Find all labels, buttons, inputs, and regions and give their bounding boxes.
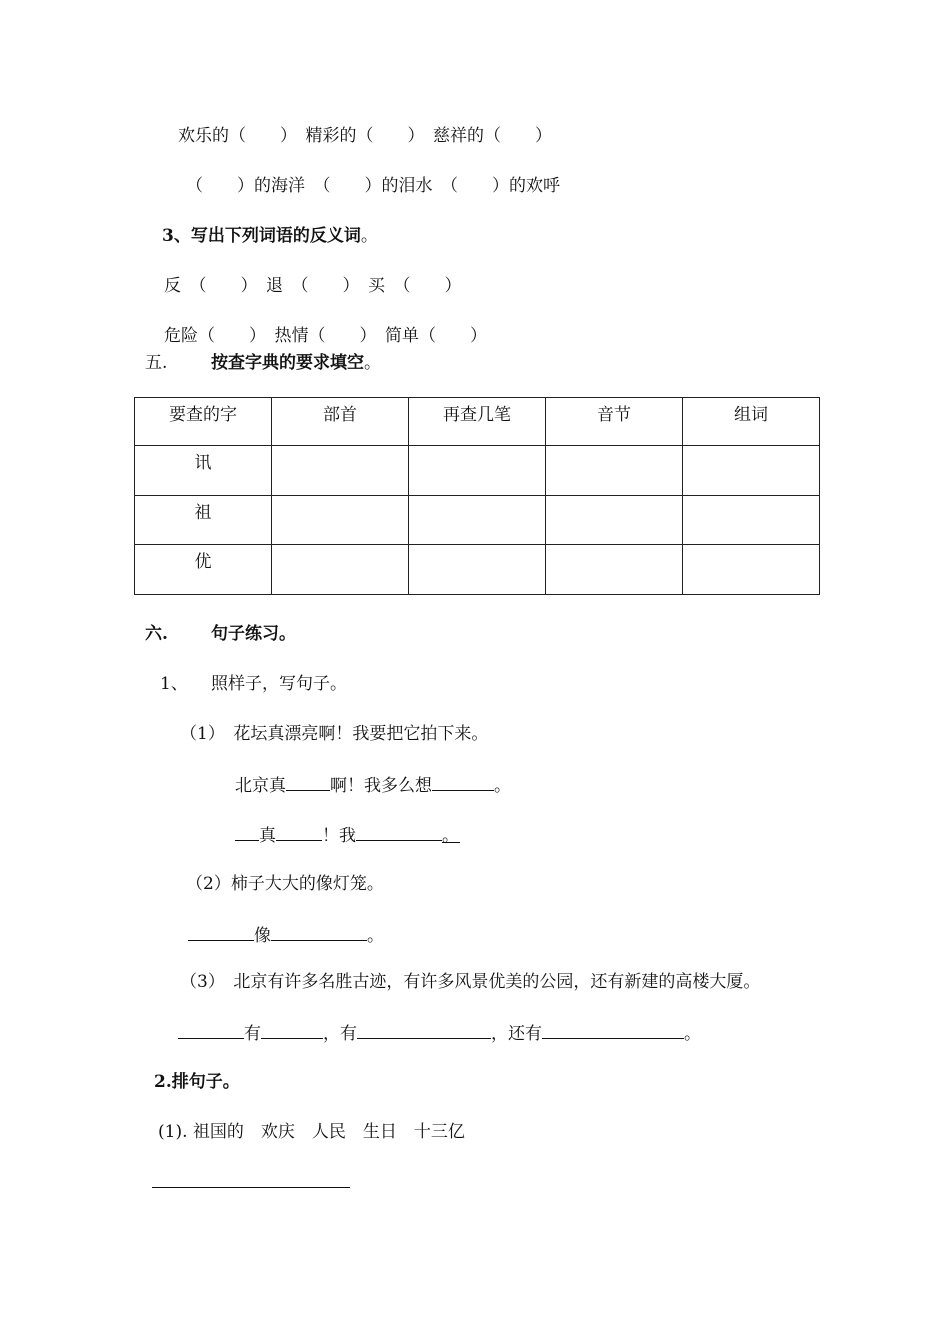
example-2-end: 。 bbox=[367, 926, 384, 946]
section-5-title-end: 。 bbox=[364, 353, 381, 373]
table-header-cell: 部首 bbox=[272, 398, 409, 446]
example-1b-end: 。 bbox=[442, 826, 459, 846]
table-header-cell: 要查的字 bbox=[135, 398, 272, 446]
section-5-number: 五. bbox=[145, 353, 168, 373]
blank-line[interactable] bbox=[286, 772, 330, 791]
table-answer-cell[interactable] bbox=[546, 446, 683, 496]
table-row bbox=[135, 495, 820, 545]
answer-line[interactable] bbox=[152, 1187, 350, 1188]
table-answer-cell[interactable] bbox=[409, 446, 546, 496]
table-answer-cell[interactable] bbox=[683, 495, 820, 545]
example-3: （3） 北京有许多名胜古迹，有许多风景优美的公园，还有新建的高楼大厦。 bbox=[180, 972, 761, 992]
q2-item-1: (1). 祖国的 欢庆 人民 生日 十三亿 bbox=[158, 1122, 465, 1142]
table-answer-cell[interactable] bbox=[683, 446, 820, 496]
example-2: （2）柿子大大的像灯笼。 bbox=[186, 874, 384, 894]
table-row bbox=[135, 446, 820, 496]
table-char-cell: 祖 bbox=[135, 495, 272, 545]
example-2-mid: 像 bbox=[254, 926, 271, 946]
example-3-p1: 有 bbox=[244, 1024, 261, 1044]
q1-instruction: 照样子，写句子。 bbox=[211, 674, 347, 694]
blank-line[interactable] bbox=[542, 1020, 684, 1039]
blank-line[interactable] bbox=[188, 922, 254, 941]
table-answer-cell[interactable] bbox=[409, 495, 546, 545]
blank-line[interactable] bbox=[178, 1020, 244, 1039]
table-header-cell: 再查几笔 bbox=[409, 398, 546, 446]
section-5-title bbox=[211, 351, 381, 375]
example-1-blank-a bbox=[235, 772, 511, 798]
example-1a-mid: 啊！我多么想 bbox=[330, 776, 432, 796]
blank-line[interactable] bbox=[271, 922, 367, 941]
blank-line[interactable] bbox=[261, 1020, 323, 1039]
table-header-cell: 音节 bbox=[546, 398, 683, 446]
table-answer-cell[interactable] bbox=[409, 545, 546, 595]
table-answer-cell[interactable] bbox=[272, 545, 409, 595]
section-6-title: 句子练习。 bbox=[211, 624, 296, 644]
table-answer-cell[interactable] bbox=[272, 495, 409, 545]
antonym-heading-end: 。 bbox=[360, 226, 378, 246]
antonym-heading bbox=[162, 224, 378, 248]
table-char-cell: 优 bbox=[135, 545, 272, 595]
table-row bbox=[135, 545, 820, 595]
table-answer-cell[interactable] bbox=[546, 545, 683, 595]
antonym-row-1: 反 （ ） 退 （ ） 买 （ ） bbox=[164, 276, 462, 296]
example-1-blank-b bbox=[235, 822, 460, 848]
antonym-row-2: 危险（ ） 热情（ ） 简单（ ） bbox=[164, 326, 487, 346]
blank-line[interactable] bbox=[276, 822, 322, 841]
section-6-number: 六. bbox=[145, 624, 168, 644]
blank-line[interactable] bbox=[357, 1020, 491, 1039]
example-1: （1） 花坛真漂亮啊！我要把它拍下来。 bbox=[180, 724, 489, 744]
example-1a-end: 。 bbox=[494, 776, 511, 796]
table-header-cell: 组词 bbox=[683, 398, 820, 446]
example-1a-prefix: 北京真 bbox=[235, 776, 286, 796]
table-answer-cell[interactable] bbox=[272, 446, 409, 496]
q2-title: 2.排句子。 bbox=[154, 1072, 240, 1092]
antonym-heading-text: 3、写出下列词语的反义词 bbox=[162, 226, 361, 246]
blank-line[interactable] bbox=[432, 772, 494, 791]
example-3-p3: ，还有 bbox=[491, 1024, 542, 1044]
table-header-row bbox=[135, 398, 820, 446]
blank-line[interactable] bbox=[356, 822, 442, 841]
fill-adj-row-1: 欢乐的（ ） 精彩的（ ） 慈祥的（ ） bbox=[178, 126, 552, 146]
q1-number: 1、 bbox=[160, 674, 188, 694]
table-char-cell: 讯 bbox=[135, 446, 272, 496]
example-1b-mid2: ！我 bbox=[322, 826, 356, 846]
example-3-p2: ，有 bbox=[323, 1024, 357, 1044]
blank-line[interactable] bbox=[235, 822, 259, 841]
table-answer-cell[interactable] bbox=[546, 495, 683, 545]
example-1b-mid: 真 bbox=[259, 826, 276, 846]
example-2-blank bbox=[188, 922, 384, 948]
dictionary-table bbox=[134, 397, 820, 595]
example-3-blank bbox=[178, 1020, 701, 1046]
section-5-title-text: 按查字典的要求填空 bbox=[211, 353, 364, 373]
example-3-end: 。 bbox=[684, 1024, 701, 1044]
table-answer-cell[interactable] bbox=[683, 545, 820, 595]
fill-adj-row-2: （ ）的海洋 （ ）的泪水 （ ）的欢呼 bbox=[186, 176, 560, 196]
